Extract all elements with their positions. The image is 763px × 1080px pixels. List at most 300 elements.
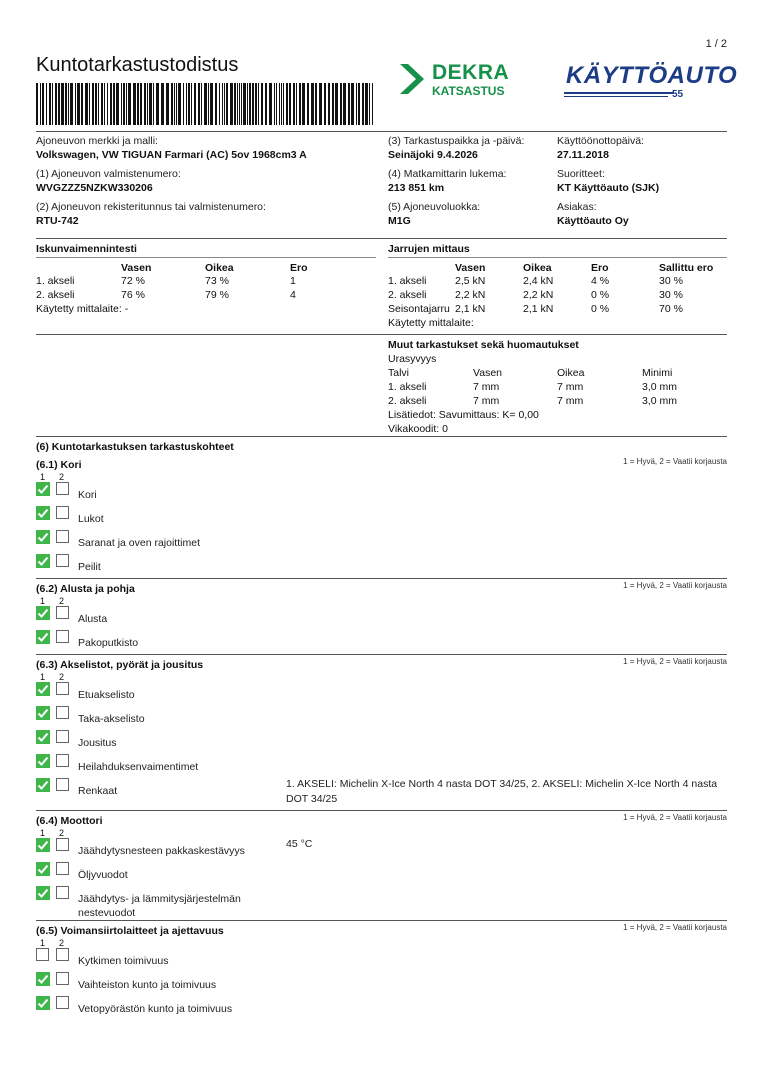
cell-right: 73 % xyxy=(205,275,229,287)
inspection-item xyxy=(36,706,727,730)
barcode-bar xyxy=(230,83,233,125)
barcode-bar xyxy=(222,83,223,125)
barcode-bar xyxy=(258,83,259,125)
section-title: (6.3) Akselistot, pyörät ja jousitus xyxy=(36,659,204,671)
cell-min: 3,0 mm xyxy=(642,395,678,407)
barcode-bar xyxy=(183,83,184,125)
inspection-item xyxy=(36,754,727,778)
repair-checkbox[interactable] xyxy=(56,948,69,961)
barcode-bar xyxy=(65,83,67,125)
other-checks-title: Muut tarkastukset sekä huomautukset xyxy=(388,339,579,351)
good-checkbox[interactable] xyxy=(36,754,50,768)
brand-value: Volkswagen, VW TIGUAN Farmari (AC) 5ov 1968cm3 A xyxy=(36,149,307,161)
item-label: Jäähdytys- ja lämmitysjärjestelmän nestevuodot xyxy=(78,893,241,919)
barcode-bar xyxy=(166,83,169,125)
inspection-item xyxy=(36,862,727,886)
item-label: Saranat ja oven rajoittimet xyxy=(78,537,200,549)
barcode-bar xyxy=(219,83,220,125)
repair-checkbox[interactable] xyxy=(56,730,69,743)
item-label: Vaihteiston kunto ja toimivuus xyxy=(78,979,217,991)
inspection-item xyxy=(36,996,727,1020)
tread-col-season: Talvi xyxy=(388,367,410,379)
barcode-bar xyxy=(178,83,181,125)
info-left xyxy=(36,135,386,227)
kayttoauto-number: 55 xyxy=(672,89,684,100)
inspection-item xyxy=(36,682,727,706)
customer-label: Asiakas: xyxy=(557,201,597,213)
performer-value: KT Käyttöauto (SJK) xyxy=(557,182,660,194)
inspection-section xyxy=(36,810,727,920)
cell-diff: 4 xyxy=(290,289,296,301)
item-note: 1. AKSELI: Michelin X-Ice North 4 nasta DOT 34/25, 2. AKSELI: Michelin X-Ice North 4 nasta DOT 34/25 xyxy=(286,778,718,805)
row-label: 1. akseli xyxy=(388,381,427,393)
brand-label: Ajoneuvon merkki ja malli: xyxy=(36,135,158,147)
barcode-bar xyxy=(335,83,338,125)
good-checkbox[interactable] xyxy=(36,996,50,1010)
page-number: 1 / 2 xyxy=(705,38,727,50)
barcode-bar xyxy=(55,83,57,125)
barcode-bar xyxy=(75,83,76,125)
inspection-item xyxy=(36,886,727,920)
item-label: Öljyvuodot xyxy=(78,869,128,881)
table-row xyxy=(388,275,727,289)
brake-col-diff: Ero xyxy=(591,262,609,274)
repair-checkbox[interactable] xyxy=(56,706,69,719)
barcode-bar xyxy=(319,83,322,125)
repair-checkbox[interactable] xyxy=(56,606,69,619)
barcode-bar xyxy=(296,83,297,125)
item-label: Renkaat xyxy=(78,785,118,797)
row-label: 2. akseli xyxy=(388,289,427,301)
barcode-bar xyxy=(261,83,263,125)
good-checkbox[interactable] xyxy=(36,554,50,568)
cell-left: 2,1 kN xyxy=(455,303,486,315)
shock-test-table xyxy=(36,262,376,315)
section-header xyxy=(36,659,727,673)
brake-col-left: Vasen xyxy=(455,262,486,274)
class-label: (5) Ajoneuvoluokka: xyxy=(388,201,481,213)
barcode-bar xyxy=(58,83,60,125)
item-label: Alusta xyxy=(78,613,108,625)
barcode-bar xyxy=(128,83,131,125)
odometer-value: 213 851 km xyxy=(388,182,445,194)
inspection-item xyxy=(36,506,727,530)
intro-value: 27.11.2018 xyxy=(557,149,609,161)
section-legend: 1 = Hyvä, 2 = Vaatii korjausta xyxy=(623,581,727,590)
divider xyxy=(388,257,727,258)
column-numbers xyxy=(36,673,727,682)
barcode-bar xyxy=(328,83,330,125)
section-title: (6.2) Alusta ja pohja xyxy=(36,583,135,595)
barcode-bar xyxy=(40,83,41,125)
inspection-item xyxy=(36,530,727,554)
barcode-bar xyxy=(147,83,148,125)
barcode-bar xyxy=(85,83,88,125)
barcode-bar xyxy=(137,83,139,125)
other-checks xyxy=(388,353,727,437)
barcode-bar xyxy=(340,83,342,125)
barcode-bar xyxy=(369,83,370,125)
row-label: 1. akseli xyxy=(36,275,75,287)
barcode-bar xyxy=(289,83,291,125)
good-checkbox[interactable] xyxy=(36,730,50,744)
item-label: Taka-akselisto xyxy=(78,713,145,725)
item-label: Jäähdytysnesteen pakkaskestävyys xyxy=(78,845,245,857)
item-label: Etuakselisto xyxy=(78,689,135,701)
vin-value: WVGZZZ5NZKW330206 xyxy=(36,182,153,194)
barcode-bar xyxy=(237,83,238,125)
barcode-bar xyxy=(156,83,159,125)
barcode-bar xyxy=(101,83,103,125)
inspection-item xyxy=(36,606,727,630)
divider xyxy=(36,334,727,335)
shock-col-left: Vasen xyxy=(121,262,152,274)
column-repair: 2 xyxy=(59,672,65,682)
dekra-name: DEKRA xyxy=(432,61,510,84)
section-legend: 1 = Hyvä, 2 = Vaatii korjausta xyxy=(623,657,727,666)
row-label: 1. akseli xyxy=(388,275,427,287)
barcode-bar xyxy=(274,83,275,125)
barcode-bar xyxy=(293,83,295,125)
divider xyxy=(36,654,727,655)
barcode-bar xyxy=(224,83,225,125)
section-legend: 1 = Hyvä, 2 = Vaatii korjausta xyxy=(623,813,727,822)
barcode-bar xyxy=(176,83,177,125)
good-checkbox[interactable] xyxy=(36,606,50,620)
cell-diff: 4 % xyxy=(591,275,610,287)
barcode-bar xyxy=(92,83,94,125)
barcode-bar xyxy=(311,83,314,125)
barcode-bar xyxy=(302,83,305,125)
barcode-bar xyxy=(36,83,38,125)
barcode-bar xyxy=(104,83,105,125)
shock-col-diff: Ero xyxy=(290,262,308,274)
barcode-bar xyxy=(204,83,207,125)
class-value: M1G xyxy=(388,215,411,227)
repair-checkbox[interactable] xyxy=(56,862,69,875)
barcode-bar xyxy=(116,83,119,125)
cell-diff: 0 % xyxy=(591,303,610,315)
barcode-bar xyxy=(61,83,64,125)
barcode-bar xyxy=(315,83,317,125)
shock-col-right: Oikea xyxy=(205,262,234,274)
barcode-bar xyxy=(265,83,267,125)
tread-col-left: Vasen xyxy=(473,367,502,379)
column-good: 1 xyxy=(40,938,46,948)
barcode-bar xyxy=(332,83,334,125)
brake-test-title: Jarrujen mittaus xyxy=(388,243,470,255)
document-title: Kuntotarkastustodistus xyxy=(36,54,239,76)
cell-left: 72 % xyxy=(121,275,145,287)
extra-info: Lisätiedot: Savumittaus: K= 0,00 xyxy=(388,409,539,421)
inspection-item xyxy=(36,948,727,972)
barcode-bar xyxy=(140,83,142,125)
repair-checkbox[interactable] xyxy=(56,778,69,791)
barcode-bar xyxy=(144,83,146,125)
barcode-bar xyxy=(46,83,47,125)
vin-label: (1) Ajoneuvon valmistenumero: xyxy=(36,168,181,180)
cell-right: 7 mm xyxy=(557,381,584,393)
barcode-bar xyxy=(133,83,136,125)
brake-test-table xyxy=(388,262,727,329)
barcode-bar xyxy=(324,83,326,125)
place-label: (3) Tarkastuspaikka ja -päivä: xyxy=(388,135,525,147)
repair-checkbox[interactable] xyxy=(56,972,69,985)
barcode-bar xyxy=(362,83,364,125)
cell-right: 7 mm xyxy=(557,395,584,407)
barcode-bar xyxy=(186,83,187,125)
cell-right: 2,1 kN xyxy=(523,303,554,315)
shock-device: Käytetty mittalaite: - xyxy=(36,303,129,315)
info-right xyxy=(557,135,727,227)
column-good: 1 xyxy=(40,472,46,482)
column-numbers xyxy=(36,939,727,948)
intro-label: Käyttöönottopäivä: xyxy=(557,135,644,147)
inspection-item xyxy=(36,482,727,506)
good-checkbox[interactable] xyxy=(36,506,50,520)
item-label: Jousitus xyxy=(78,737,117,749)
repair-checkbox[interactable] xyxy=(56,554,69,567)
barcode-bar xyxy=(255,83,257,125)
good-checkbox[interactable] xyxy=(36,778,50,792)
inspection-section xyxy=(36,578,727,654)
performer-label: Suoritteet: xyxy=(557,168,605,180)
cell-left: 2,2 kN xyxy=(455,289,486,301)
barcode-bar xyxy=(171,83,173,125)
section-header xyxy=(36,583,727,597)
item-note: 45 °C xyxy=(286,838,313,850)
good-checkbox[interactable] xyxy=(36,862,50,876)
column-good: 1 xyxy=(40,672,46,682)
barcode-bar xyxy=(358,83,360,125)
barcode-bar xyxy=(77,83,80,125)
barcode-bar xyxy=(198,83,200,125)
cell-left: 2,5 kN xyxy=(455,275,486,287)
barcode-bar xyxy=(372,83,373,125)
divider xyxy=(36,920,727,921)
cell-allowed: 30 % xyxy=(659,275,683,287)
table-row xyxy=(36,289,376,303)
reg-value: RTU-742 xyxy=(36,215,79,227)
repair-checkbox[interactable] xyxy=(56,630,69,643)
barcode-bar xyxy=(98,83,99,125)
brake-col-allowed: Sallittu ero xyxy=(659,262,714,274)
barcode-bar xyxy=(348,83,350,125)
fault-codes: Vikakoodit: 0 xyxy=(388,423,448,435)
kayttoauto-name: KÄYTTÖAUTO xyxy=(566,62,738,89)
cell-allowed: 70 % xyxy=(659,303,683,315)
cell-min: 3,0 mm xyxy=(642,381,678,393)
barcode-bar xyxy=(110,83,112,125)
barcode-bar xyxy=(89,83,90,125)
barcode-bar xyxy=(188,83,190,125)
barcode-bar xyxy=(52,83,53,125)
inspection-section xyxy=(36,920,727,1020)
barcode-bar xyxy=(113,83,115,125)
barcode-bar xyxy=(351,83,354,125)
barcode-bar xyxy=(241,83,242,125)
tread-col-min: Minimi xyxy=(642,367,673,379)
section-header xyxy=(36,815,727,829)
barcode-bar xyxy=(68,83,69,125)
good-checkbox[interactable] xyxy=(36,886,50,900)
inspection-item xyxy=(36,778,727,810)
repair-checkbox[interactable] xyxy=(56,482,69,495)
good-checkbox[interactable] xyxy=(36,482,50,496)
divider xyxy=(36,436,727,437)
divider xyxy=(36,238,727,239)
cell-right: 79 % xyxy=(205,289,229,301)
odometer-label: (4) Matkamittarin lukema: xyxy=(388,168,507,180)
repair-checkbox[interactable] xyxy=(56,996,69,1009)
barcode-bar xyxy=(234,83,236,125)
inspection-item xyxy=(36,630,727,654)
barcode-bar xyxy=(208,83,209,125)
barcode-bar xyxy=(247,83,248,125)
barcode-bar xyxy=(194,83,196,125)
table-row xyxy=(36,275,376,289)
column-repair: 2 xyxy=(59,596,65,606)
barcode-bar xyxy=(252,83,254,125)
item-label: Kytkimen toimivuus xyxy=(78,955,169,967)
dekra-arrow-icon xyxy=(398,62,428,96)
table-row xyxy=(388,395,727,409)
barcode-bar xyxy=(365,83,368,125)
inspection-section xyxy=(36,654,727,810)
inspection-sections xyxy=(36,455,727,1020)
barcode-bar xyxy=(356,83,357,125)
cell-left: 7 mm xyxy=(473,395,500,407)
barcode-bar xyxy=(42,83,44,125)
good-checkbox[interactable] xyxy=(36,706,50,720)
repair-checkbox[interactable] xyxy=(56,530,69,543)
inspection-item xyxy=(36,838,727,862)
barcode-bar xyxy=(239,83,240,125)
column-good: 1 xyxy=(40,596,46,606)
cell-diff: 1 xyxy=(290,275,296,287)
brake-device: Käytetty mittalaite: xyxy=(388,317,474,329)
good-checkbox[interactable] xyxy=(36,838,50,852)
repair-checkbox[interactable] xyxy=(56,682,69,695)
column-numbers xyxy=(36,473,727,482)
item-label: Vetopyörästön kunto ja toimivuus xyxy=(78,1003,233,1015)
row-label: 2. akseli xyxy=(36,289,75,301)
inspection-section xyxy=(36,459,727,578)
divider xyxy=(36,257,376,258)
customer-value: Käyttöauto Oy xyxy=(557,215,629,227)
barcode-bar xyxy=(107,83,108,125)
barcode-bar xyxy=(70,83,73,125)
item-label: Lukot xyxy=(78,513,104,525)
item-label: Kori xyxy=(78,489,97,501)
tread-col-right: Oikea xyxy=(557,367,585,379)
cell-left: 7 mm xyxy=(473,381,500,393)
barcode-bar xyxy=(153,83,154,125)
divider xyxy=(36,578,727,579)
info-middle xyxy=(388,135,553,227)
barcode-bar xyxy=(286,83,288,125)
section-header xyxy=(36,925,727,939)
barcode-bar xyxy=(283,83,284,125)
dekra-logo xyxy=(398,60,510,102)
place-value: Seinäjoki 9.4.2026 xyxy=(388,149,478,161)
item-label: Peilit xyxy=(78,561,101,573)
inspection-item xyxy=(36,972,727,996)
good-checkbox[interactable] xyxy=(36,682,50,696)
barcode-bar xyxy=(307,83,309,125)
barcode-bar xyxy=(279,83,280,125)
barcode-bar xyxy=(215,83,217,125)
barcode-bar xyxy=(201,83,202,125)
barcode-bar xyxy=(126,83,127,125)
column-repair: 2 xyxy=(59,472,65,482)
barcode-bar xyxy=(249,83,251,125)
section-title: (6.5) Voimansiirtolaitteet ja ajettavuus xyxy=(36,925,224,937)
item-label: Heilahduksenvaimentimet xyxy=(78,761,199,773)
good-checkbox[interactable] xyxy=(36,972,50,986)
repair-checkbox[interactable] xyxy=(56,886,69,899)
inspection-item xyxy=(36,554,727,578)
section-legend: 1 = Hyvä, 2 = Vaatii korjausta xyxy=(623,457,727,466)
good-checkbox[interactable] xyxy=(36,630,50,644)
reg-label: (2) Ajoneuvon rekisteritunnus tai valmistenumero: xyxy=(36,201,266,213)
table-row xyxy=(388,303,727,317)
barcode-bar xyxy=(174,83,175,125)
barcode-bar xyxy=(343,83,346,125)
row-label: 2. akseli xyxy=(388,395,427,407)
section-legend: 1 = Hyvä, 2 = Vaatii korjausta xyxy=(623,923,727,932)
barcode-bar xyxy=(81,83,83,125)
barcode-bar xyxy=(210,83,213,125)
row-label: Seisontajarru xyxy=(388,303,450,315)
column-repair: 2 xyxy=(59,828,65,838)
barcode-bar xyxy=(149,83,152,125)
divider xyxy=(36,810,727,811)
cell-diff: 0 % xyxy=(591,289,610,301)
item-label: Pakoputkisto xyxy=(78,637,139,649)
barcode-bar xyxy=(121,83,122,125)
barcode-bar xyxy=(276,83,277,125)
barcode-bar xyxy=(281,83,282,125)
barcode xyxy=(36,83,376,125)
shock-test-title: Iskunvaimennintesti xyxy=(36,243,137,255)
kayttoauto-logo xyxy=(562,62,738,102)
good-checkbox[interactable] xyxy=(36,948,49,961)
inspection-title: (6) Kuntotarkastuksen tarkastuskohteet xyxy=(36,441,234,453)
section-header xyxy=(36,459,727,473)
section-title: (6.4) Moottori xyxy=(36,815,103,827)
barcode-bar xyxy=(299,83,301,125)
table-row xyxy=(388,381,727,395)
repair-checkbox[interactable] xyxy=(56,506,69,519)
cell-allowed: 30 % xyxy=(659,289,683,301)
repair-checkbox[interactable] xyxy=(56,754,69,767)
section-title: (6.1) Kori xyxy=(36,459,82,471)
divider xyxy=(36,131,727,132)
cell-left: 76 % xyxy=(121,289,145,301)
dekra-subname: KATSASTUS xyxy=(432,84,505,98)
cell-right: 2,2 kN xyxy=(523,289,554,301)
barcode-bar xyxy=(123,83,125,125)
barcode-bar xyxy=(243,83,246,125)
cell-right: 2,4 kN xyxy=(523,275,554,287)
good-checkbox[interactable] xyxy=(36,530,50,544)
barcode-bar xyxy=(269,83,272,125)
barcode-bar xyxy=(191,83,192,125)
tread-title: Urasyvyys xyxy=(388,353,437,365)
inspection-item xyxy=(36,730,727,754)
repair-checkbox[interactable] xyxy=(56,838,69,851)
